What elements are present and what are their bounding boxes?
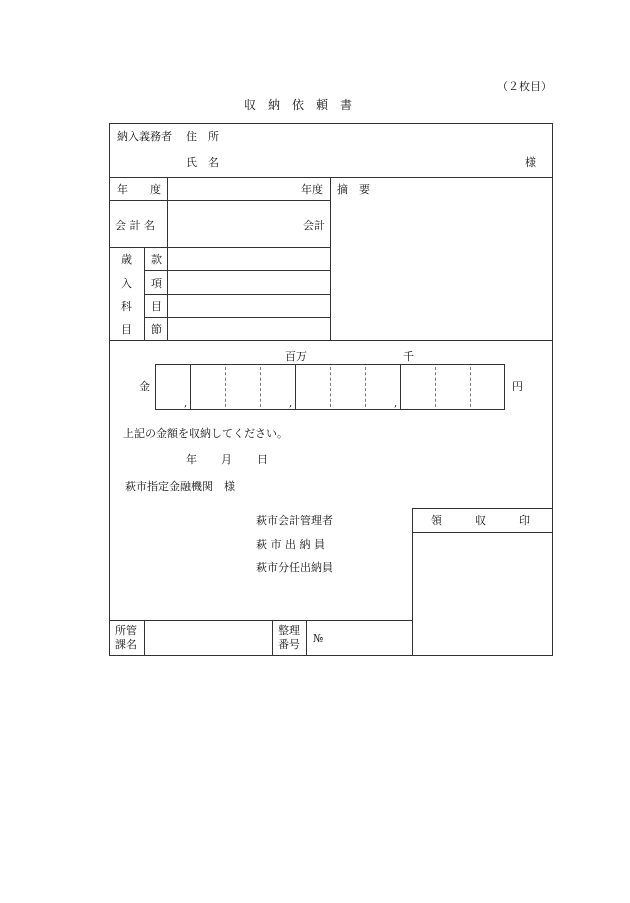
request-text: 上記の金額を収納してください。 — [123, 427, 288, 440]
amount-box-bottom — [155, 409, 505, 410]
form-border-top — [109, 123, 553, 124]
divider-taxpayer — [109, 177, 553, 178]
address-label: 住 所 — [186, 130, 219, 143]
divider-amount-section — [109, 340, 553, 341]
divider-department — [144, 620, 145, 656]
amount-digit-divider — [295, 364, 296, 410]
revenue-vertical-label: 科 — [121, 300, 132, 313]
amount-digit-divider — [190, 364, 191, 410]
divider-bottom-row — [109, 620, 413, 621]
divider-summary-column — [330, 177, 331, 340]
amount-digit-divider — [400, 364, 401, 410]
taxpayer-label: 納入義務者 — [117, 130, 172, 143]
divider-account — [109, 247, 331, 248]
amount-digit-guide — [435, 367, 436, 407]
amount-digit-guide — [225, 367, 226, 407]
divider-category-3 — [144, 317, 331, 318]
receipt-stamp-label: 領 収 印 — [431, 514, 530, 527]
reference-label-line1: 整理 — [278, 624, 300, 637]
fiscal-year-suffix: 年度 — [301, 183, 323, 196]
amount-digit-guide — [260, 367, 261, 407]
category-kan-label: 款 — [151, 253, 162, 266]
stamp-box-top — [412, 508, 553, 509]
divider-category-2 — [144, 294, 331, 295]
divider-label-column — [167, 177, 168, 340]
divider-fiscal-year — [109, 200, 331, 201]
official-branch-treasurer: 萩市分任出納員 — [256, 561, 333, 574]
divider-reference-label — [272, 620, 273, 656]
millions-marker: 百万 — [285, 350, 307, 363]
revenue-vertical-label: 目 — [121, 323, 132, 336]
thousands-marker: 千 — [403, 350, 414, 363]
stamp-box-left — [412, 508, 413, 656]
thousands-separator: , — [394, 398, 398, 409]
amount-digit-guide — [330, 367, 331, 407]
yen-unit: 円 — [512, 380, 523, 393]
form-border-right — [552, 123, 553, 656]
document-title: 収 納 依 頼 書 — [244, 98, 353, 112]
category-setsu-label: 節 — [151, 323, 162, 336]
summary-label: 摘 要 — [337, 183, 370, 196]
account-label: 会 計 名 — [115, 219, 155, 232]
honorific-sama: 様 — [525, 156, 536, 169]
department-label-line1: 所管 — [115, 624, 137, 637]
divider-reference-value — [306, 620, 307, 656]
amount-box-right — [504, 364, 505, 410]
number-abbrev: № — [313, 632, 324, 645]
official-accounting-manager: 萩市会計管理者 — [256, 514, 333, 527]
category-moku-label: 目 — [151, 300, 162, 313]
stamp-header-divider — [412, 532, 553, 533]
revenue-vertical-label: 入 — [121, 277, 132, 290]
fiscal-year-label: 年 度 — [117, 183, 161, 196]
reference-label-line2: 番号 — [278, 638, 300, 651]
thousands-separator: , — [184, 398, 188, 409]
divider-category-1 — [144, 270, 331, 271]
date-day: 日 — [257, 453, 268, 466]
amount-box-top — [155, 364, 505, 365]
form-border-left — [109, 123, 110, 656]
date-month: 月 — [221, 453, 232, 466]
date-year: 年 — [186, 453, 197, 466]
thousands-separator: , — [289, 398, 293, 409]
amount-digit-guide — [365, 367, 366, 407]
official-treasurer: 萩 市 出 納 員 — [256, 538, 325, 551]
name-label: 氏 名 — [186, 156, 219, 169]
amount-label: 金 — [139, 380, 150, 393]
amount-digit-guide — [470, 367, 471, 407]
bank-addressee: 萩市指定金融機関 様 — [125, 480, 235, 493]
form-border-bottom — [109, 655, 553, 656]
account-suffix: 会計 — [303, 219, 325, 232]
page-label: （２枚目） — [497, 80, 552, 93]
department-label-line2: 課名 — [115, 638, 137, 651]
revenue-vertical-label: 歳 — [121, 253, 132, 266]
category-kou-label: 項 — [151, 277, 162, 290]
amount-box-left — [155, 364, 156, 410]
